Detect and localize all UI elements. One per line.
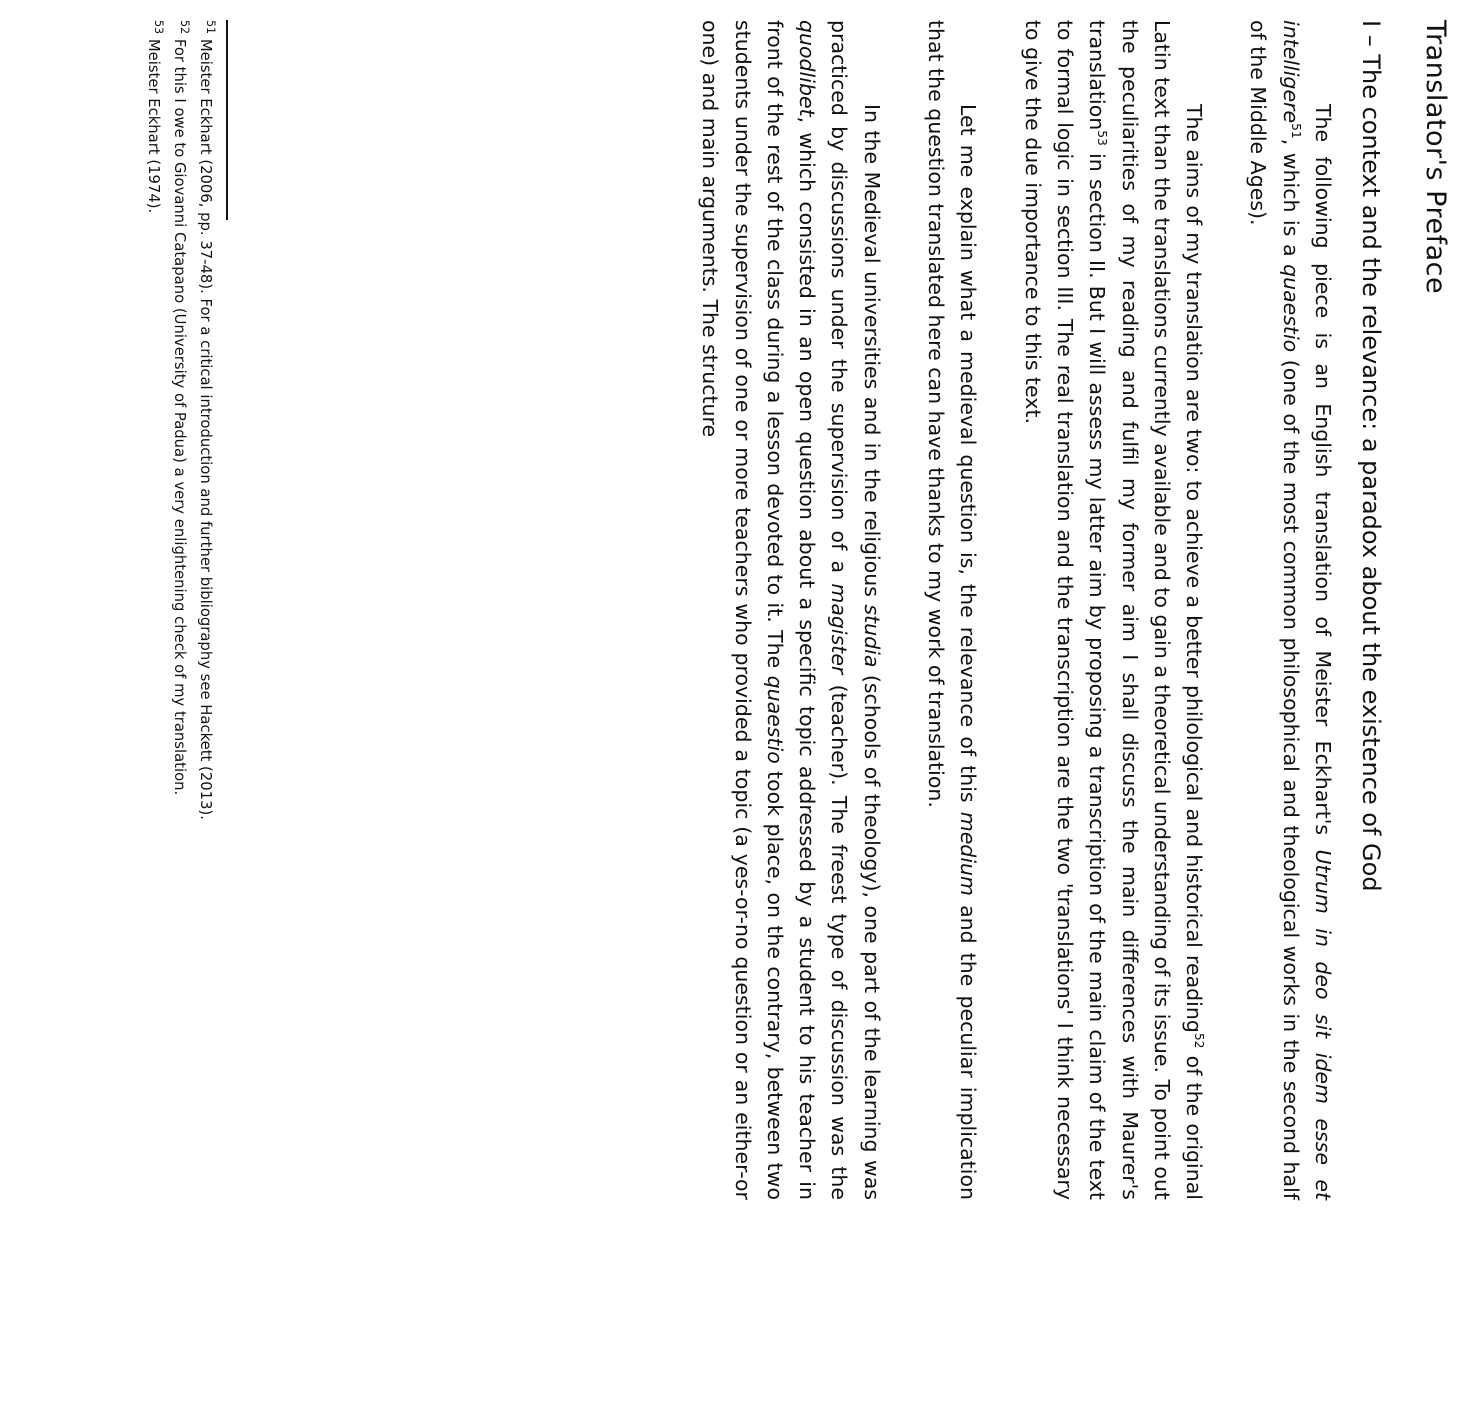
paragraph-2 [1016,20,1210,1200]
italic-term: magister [827,583,852,675]
footnote-ref: 53 [1095,130,1110,146]
paragraph-4 [694,20,888,1200]
paragraph-text: In the Medieval universities and in the religious [859,104,884,605]
page-title-text: Translator's Preface [1420,20,1451,295]
body-text [662,20,1339,1200]
page-title [1420,20,1451,294]
footnote-text: For this I owe to Giovanni Catapano (University of Padua) a very enlightening check of my translation. [171,38,188,796]
footnote-51 [195,20,215,840]
paragraph-text: , which is a [1278,138,1303,265]
footnote-divider [226,20,228,220]
paragraph-text: , which consisted in an open question about a specific topic addressed by a student to his teacher in front of the rest of the class during a lesson devoted to it. The [762,20,820,1200]
paragraph-text: (one of the most common philosophical and theological works in the second half of the Middle Ages). [1246,20,1303,1200]
paragraph-text: The following piece is an English translation of Meister Eckhart's [1311,104,1335,850]
footnote-52 [169,20,189,840]
paragraph-text: Let me explain what a medieval question is, the relevance of this [956,104,981,812]
footnotes [137,20,215,840]
italic-term: quaestio [762,675,787,764]
footnote-text: Meister Eckhart (2006, pp. 37-48). For a critical introduction and further bibliography see Hackett (2013). [197,38,214,820]
paragraph-text: took place, on the contrary, between two students under the supervision of one or more teachers who provided a topic (a yes-or-no question or an either-or one) and main arguments. The structure [698,20,787,1200]
footnote-text: Meister Eckhart (1974). [145,38,162,214]
italic-term: Utrum in deo sit idem esse et intelligere [1278,20,1335,1201]
paragraph-1 [1242,20,1339,1200]
section-heading [1357,20,1385,892]
paragraph-3 [920,20,985,1200]
section-heading-text: I – The context and the relevance: a paradox about the existence of God [1357,20,1385,892]
paragraph-text: (teacher). The freest type of discussion was the [827,674,852,1201]
footnote-number: 51 [203,20,217,35]
paragraph-text: The aims of my translation are two: to achieve a better philological and historical reading [1182,104,1207,1033]
footnote-ref: 52 [1191,1032,1206,1049]
italic-term: studia [859,604,884,668]
footnote-53 [143,20,163,840]
footnote-number: 53 [151,20,165,35]
paragraph-text: of the original Latin text than the translations currently available and to gain a theoretical understanding of its issue. To point out the peculiarities of my reading and fulfil my former aim I shall discuss the main differences with Maurer's translation [1085,20,1207,1200]
italic-term: quodlibet [795,20,820,117]
footnote-ref: 51 [1288,123,1303,139]
footnote-number: 52 [177,20,191,35]
italic-term: medium [956,811,981,896]
italic-term: quaestio [1278,264,1303,353]
paragraph-text: in section II. But I will assess my latter aim by proposing a transcription of the main claim of the text to formal logic in section III. The real translation and the transcription are the two 'translations' I think necessary to give the due importance to this text. [1020,20,1110,1200]
paragraph-text: and the peculiar implication that the question translated here can have thanks to my work of translation. [924,20,981,1201]
paragraph-text: (schools of theology), one part of the learning was practiced by discussions under the supervision of a [827,20,884,1200]
